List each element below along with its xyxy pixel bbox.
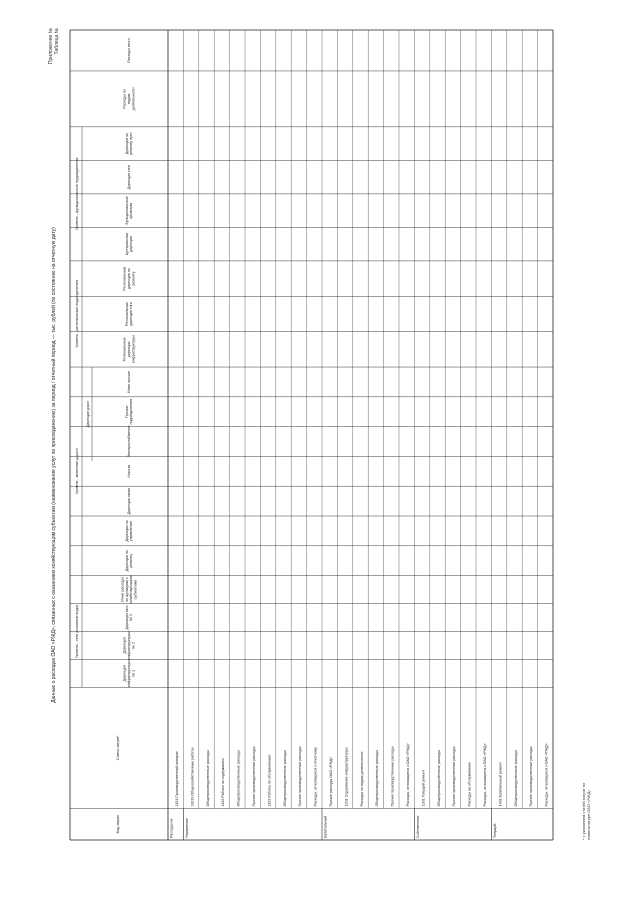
kind-label: Расходы на bbox=[169, 818, 174, 838]
row-label: Прочие производственные расходы bbox=[390, 746, 395, 807]
column-header-c-0: Региональныедирекцииинфраструктуры bbox=[122, 335, 136, 364]
column-header-c-1: Региональныедирекции тяги bbox=[124, 301, 134, 327]
group-header-b: Уровень - железные дороги bbox=[75, 448, 79, 495]
group-header-c: Уровень - региональные подразделения bbox=[75, 280, 79, 348]
column-header-b-2: Дирекции связи bbox=[127, 487, 131, 515]
cost-table bbox=[48, 20, 593, 880]
row-label: Прочие производственные расходы bbox=[298, 746, 303, 807]
row-label: Общепроизводственные расходы bbox=[375, 750, 380, 807]
column-header-e-1: Расходы итого bbox=[127, 38, 131, 63]
group-header-a: Уровень - сети (основные виды) bbox=[75, 604, 79, 659]
column-header-d-3: Дирекция поремонту пути bbox=[124, 132, 134, 155]
row-label: Общепроизводственные расходы bbox=[513, 750, 518, 807]
row-label: Прочие производственные расходы bbox=[452, 746, 457, 807]
column-header-d-1: Функциональныефилиалы bbox=[124, 196, 134, 225]
column-header-d-2: Дирекции тяги bbox=[127, 165, 131, 190]
row-label: 11013 Общехозяйственные работы bbox=[190, 747, 195, 807]
row-label: 1401 Капитальный ремонт bbox=[498, 762, 503, 807]
table-number: Таблица № bbox=[54, 28, 60, 55]
kind-label: Текущий bbox=[492, 823, 497, 838]
kind-label: Собственные bbox=[415, 815, 420, 838]
rotated-landscape-sheet bbox=[48, 20, 593, 880]
column-header-b-4: Электроснабжение bbox=[127, 425, 131, 458]
column-header-d-0: Центральнаядирекция bbox=[124, 233, 134, 256]
row-label: Общепроизводственные расходы bbox=[236, 750, 241, 807]
row-label: Прочие производственные расходы bbox=[252, 746, 257, 807]
subgroup-header-b: Дирекции дорог bbox=[86, 400, 90, 428]
column-header-b-6: Иные прочие bbox=[127, 370, 131, 393]
row-label: Общепроизводственные расходы bbox=[436, 750, 441, 807]
row-label: 1301 Текущий ремонт bbox=[421, 769, 426, 807]
row-label: Расходы, относящиеся к ОАО «РЖД» bbox=[483, 743, 488, 807]
row-label: Общепроизводственные расходы bbox=[205, 750, 210, 807]
appendix-number: Приложение № bbox=[48, 28, 54, 65]
column-header-c-2: Региональныедирекции поремонту bbox=[122, 266, 136, 291]
column-header-a-1: Дирекцияинфраструктуры№ 2 bbox=[122, 631, 136, 660]
header-account: Статьи затрат* bbox=[116, 735, 120, 761]
row-label: Прочие расходы ОАО «РЖД» bbox=[329, 756, 334, 807]
row-label: Расходы, относящиеся к ОАО «РЖД» bbox=[544, 743, 549, 807]
column-header-b-5: Прочиеподразделения bbox=[124, 398, 134, 425]
column-header-a-0: Дирекцияинфраструктуры№ 1 bbox=[122, 659, 136, 688]
row-label: Расходы, относящиеся к ОАО «РЖД» bbox=[406, 743, 411, 807]
row-label: Расходы по видам деятельности bbox=[359, 751, 364, 807]
column-header-a-2: Дирекция тяги№ 3 bbox=[124, 605, 134, 630]
column-header-e-0: Расходы повидамдеятельности bbox=[122, 87, 136, 111]
column-header-b-3: Участки bbox=[127, 464, 131, 478]
row-label: 1102 Работы по содержанию bbox=[221, 758, 226, 807]
row-label: 1101 Производственный аппарат bbox=[175, 751, 180, 807]
kind-label: Управление bbox=[184, 818, 189, 838]
column-header-b-0: Дирекции поремонту bbox=[124, 550, 134, 572]
row-label: 1201 Содержание инфраструктуры bbox=[344, 747, 349, 807]
footnote: * с указанием статей затрат по номенклатуре ОАО «РЖД» bbox=[581, 782, 591, 840]
row-label: Расходы, относящиеся к отчетному bbox=[313, 747, 318, 807]
header-kind: Вид затрат bbox=[116, 815, 120, 834]
group-header-d: Уровень - функциональные подразделения bbox=[75, 157, 79, 231]
row-label: Общепроизводственные расходы bbox=[282, 750, 287, 807]
row-label: 1103 Работы по обслуживанию bbox=[267, 754, 272, 807]
row-label: Расходы на обслуживание bbox=[467, 761, 472, 807]
column-header-a-3: Иные расходыпо функциям схозяйствующимисубъектами bbox=[120, 575, 138, 604]
column-header-b-1: Дирекции поуправлению bbox=[124, 520, 134, 542]
row-label: Прочие производственные расходы bbox=[529, 746, 534, 807]
document-heading: Данные о расходах ОАО «РЖД», связанных с оказанием хозяйствующим субъектам (наименование услуг по присоединению) за период / отчетный период — тыс. рублей (по состоянию на отчетную дату) bbox=[51, 227, 57, 703]
kind-label: Капитальный bbox=[323, 815, 328, 838]
